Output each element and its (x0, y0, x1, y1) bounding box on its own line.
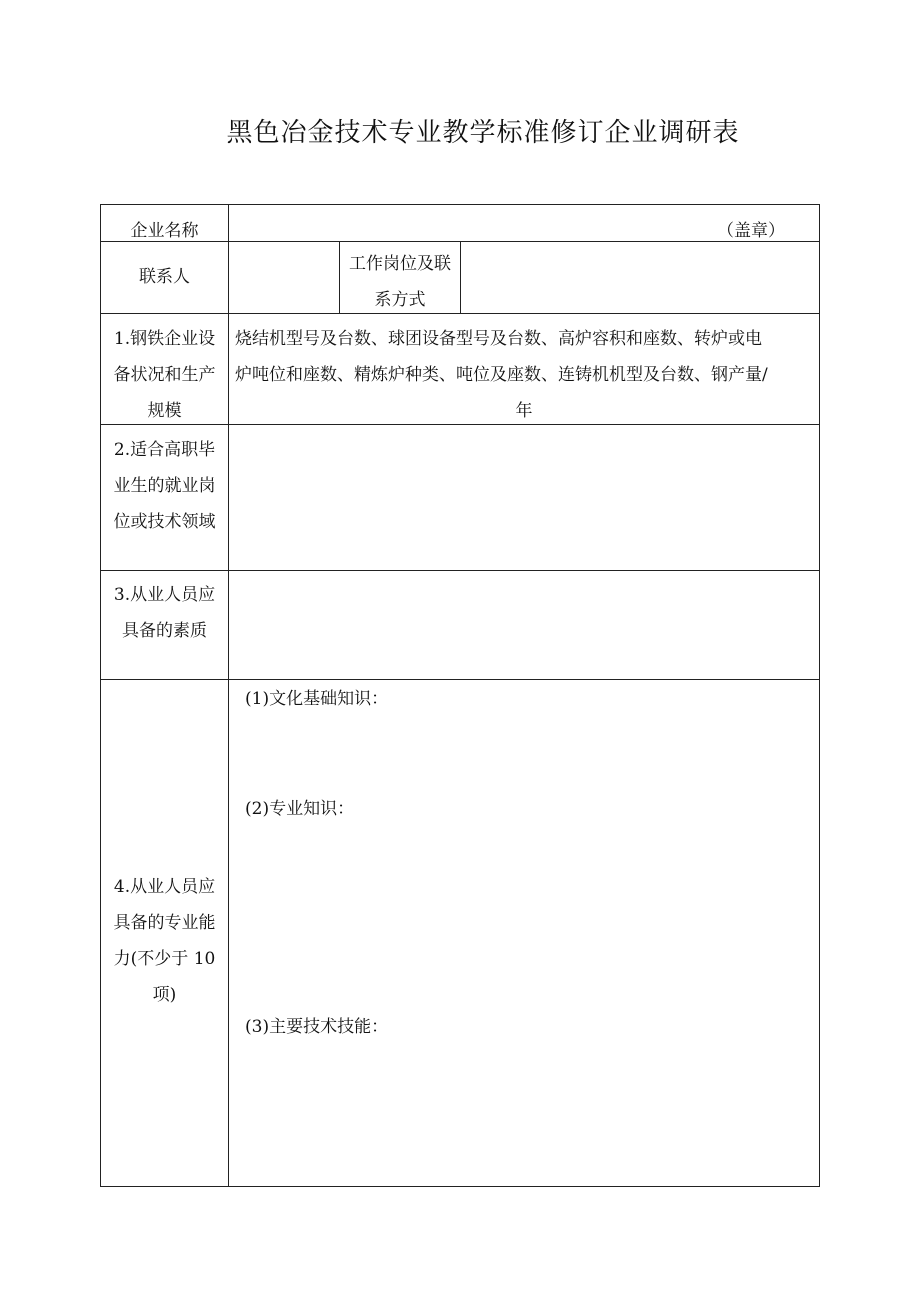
company-name-label: 企业名称 (130, 221, 199, 241)
q1-hint-line3: 年 (515, 401, 533, 421)
contact-person-label: 联系人 (139, 267, 190, 287)
q1-hint-line1: 烧结机型号及台数、球团设备型号及台数、高炉容积和座数、转炉或电 (235, 329, 762, 349)
q4-sub1-label: (1)文化基础知识： (245, 689, 389, 709)
contact-person-field[interactable] (229, 242, 339, 313)
q4-label-line3: 力(不少于 10 (113, 949, 216, 969)
q4-sub1-field[interactable] (229, 717, 819, 792)
position-contact-field[interactable] (461, 242, 819, 313)
q4-sub3-label: (3)主要技术技能： (245, 1017, 389, 1037)
stamp-note: （盖章） (717, 221, 785, 241)
q4-sub2-field[interactable] (229, 827, 819, 1009)
q3-label-line1: 3.从业人员应 (113, 585, 216, 605)
q2-label-line2: 业生的就业岗 (113, 476, 216, 496)
q2-label-line1: 2.适合高职毕 (113, 440, 216, 460)
column-divider (228, 205, 229, 1186)
row-divider (101, 679, 819, 680)
q1-label-line3: 规模 (147, 401, 182, 421)
position-contact-label-line2: 系方式 (374, 290, 426, 310)
q3-answer-field[interactable] (229, 571, 819, 679)
q4-label-line4: 项) (152, 985, 177, 1005)
survey-form-table (100, 204, 820, 1187)
q4-sub2-label: (2)专业知识： (245, 799, 355, 819)
position-contact-label-line1: 工作岗位及联 (349, 254, 451, 274)
document-title: 黑色冶金技术专业教学标准修订企业调研表 (226, 118, 740, 148)
q2-label-line3: 位或技术领域 (113, 512, 216, 532)
q2-answer-field[interactable] (229, 425, 819, 570)
q1-label-line1: 1.钢铁企业设 (113, 329, 216, 349)
q1-hint-line2: 炉吨位和座数、精炼炉种类、吨位及座数、连铸机机型及台数、钢产量/ (235, 365, 768, 385)
q4-label-line1: 4.从业人员应 (113, 877, 216, 897)
q3-label-line2: 具备的素质 (122, 621, 207, 641)
q4-sub3-field[interactable] (229, 1045, 819, 1186)
q1-label-line2: 备状况和生产 (113, 365, 216, 385)
row-divider (101, 313, 819, 314)
q4-label-line2: 具备的专业能 (113, 913, 216, 933)
